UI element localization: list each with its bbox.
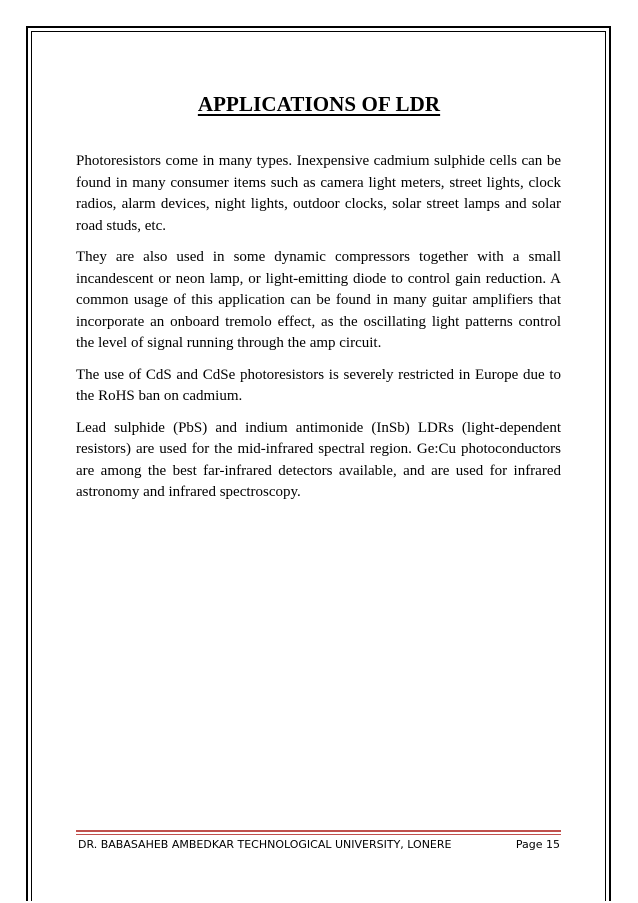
paragraph-1: Photoresistors come in many types. Inexpensive cadmium sulphide cells can be found in many consumer items such as camera light meters, street lights, clock radios, alarm devices, night lights, outdoor clocks, solar street lamps and solar road studs, etc.: [76, 153, 561, 234]
paragraph-3: The use of CdS and CdSe photoresistors is severely restricted in Europe due to the RoHS ban on cadmium.: [76, 366, 561, 404]
footer-page-number: Page 15: [515, 838, 560, 851]
footer-divider-thin: [76, 834, 561, 835]
paragraph-2: They are also used in some dynamic compressors together with a small incandescent or neon lamp, or light-emitting diode to control gain reduction. A common usage of this application can be found in many guitar amplifiers that incorporate an onboard tremolo effect, as the oscillating light patterns control the level of signal running through the amp circuit.: [76, 249, 561, 351]
page-footer: [78, 838, 560, 851]
footer-divider-thick: [76, 830, 561, 832]
footer-institution: DR. BABASAHEB AMBEDKAR TECHNOLOGICAL UNIVERSITY, LONERE: [78, 838, 452, 851]
body-text: [76, 151, 561, 514]
page-title: APPLICATIONS OF LDR: [197, 92, 441, 116]
paragraph-4: Lead sulphide (PbS) and indium antimonide (InSb) LDRs (light-dependent resistors) are used for the mid-infrared spectral region. Ge:Cu photoconductors are among the best far-infrared detectors available, and are used for infrared astronomy and infrared spectroscopy.: [76, 419, 561, 500]
